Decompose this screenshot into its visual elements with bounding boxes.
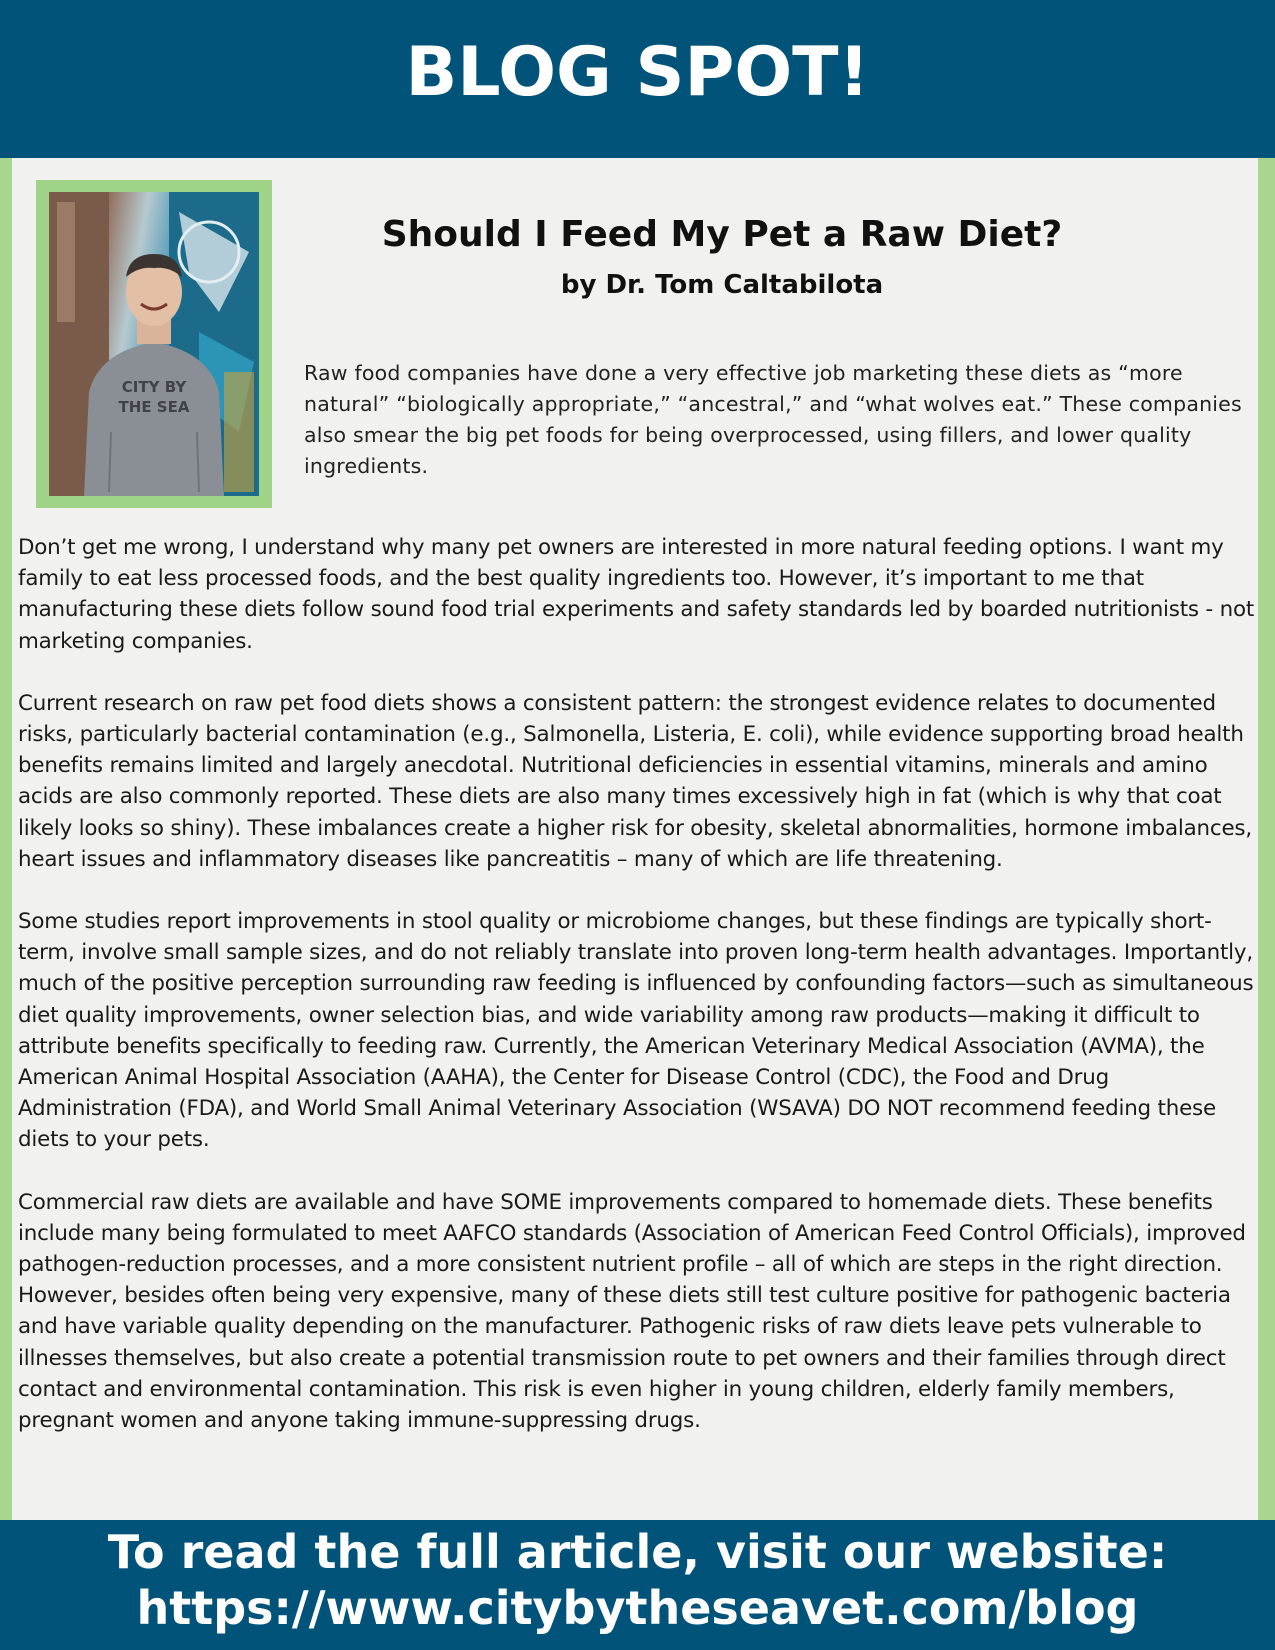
footer-cta-text: To read the full article, visit our website: — [107, 1525, 1168, 1579]
body-paragraph: Some studies report improvements in stool quality or microbiome changes, but these findings are typically short-term, involve small sample sizes, and do not reliably translate into proven long-term health advantages. Importantly, much of the positive perception surrounding raw feeding is influenced by confounding factors—such as simultaneous diet quality improvements, owner selection bias, and wide variability among raw products—making it difficult to attribute benefits specifically to feeding raw. Currently, the American Veterinary Medical Association (AVMA), the American Animal Hospital Association (AAHA), the Center for Disease Control (CDC), the Food and Drug Administration (FDA), and World Small Animal Veterinary Association (WSAVA) DO NOT recommend feeding these diets to your pets. — [18, 909, 1254, 1153]
article-body — [18, 532, 1258, 1467]
footer-website-url[interactable]: https://www.citybytheseavet.com/blog — [136, 1581, 1139, 1635]
article-byline: by Dr. Tom Caltabilota — [560, 270, 884, 300]
body-paragraph: Current research on raw pet food diets shows a consistent pattern: the strongest evidence relates to documented risks, particularly bacterial contamination (e.g., Salmonella, Listeria, E. coli), while evidence supporting broad health benefits remains limited and largely anecdotal. Nutritional deficiencies in essential vitamins, minerals and amino acids are also commonly reported. These diets are also many times excessively high in fat (which is why that coat likely looks so shiny). These imbalances create a higher risk for obesity, skeletal abnormalities, hormone imbalances, heart issues and inflammatory diseases like pancreatitis – many of which are life threatening. — [18, 690, 1252, 872]
body-paragraph: Don’t get me wrong, I understand why many pet owners are interested in more natural feeding options. I want my family to eat less processed foods, and the best quality ingredients too. However, it’s important to me that manufacturing these diets follow sound food trial experiments and safety standards led by boarded nutritionists - not marketing companies. — [18, 535, 1255, 654]
page-title: BLOG SPOT! — [405, 32, 870, 112]
author-photo-illustration — [49, 192, 259, 496]
article-panel — [12, 158, 1258, 1520]
svg-text:CITY BY: CITY BY — [121, 378, 187, 396]
intro-paragraph: Raw food companies have done a very effective job marketing these diets as “more natural” “biologically appropriate,” “ancestral,” and “what wolves eat.” These companies also smear the big pet foods for being overprocessed, using fillers, and lower quality ingredients. — [304, 361, 1242, 478]
svg-text:THE SEA: THE SEA — [118, 398, 190, 416]
footer-banner — [0, 1520, 1275, 1650]
article-title: Should I Feed My Pet a Raw Diet? — [381, 214, 1063, 255]
header-banner — [0, 0, 1275, 158]
body-paragraph: Commercial raw diets are available and have SOME improvements compared to homemade diets. These benefits include many being formulated to meet AAFCO standards (Association of American Feed Control Officials), improved pathogen-reduction processes, and a more consistent nutrient profile – all of which are steps in the right direction. However, besides often being very expensive, many of these diets still test culture positive for pathogenic bacteria and have variable quality depending on the manufacturer. Pathogenic risks of raw diets leave pets vulnerable to illnesses themselves, but also create a potential transmission route to pet owners and their families through direct contact and environmental contamination. This risk is even higher in young children, elderly family members, pregnant women and anyone taking immune-suppressing drugs. — [18, 1189, 1246, 1434]
author-photo — [49, 192, 259, 496]
author-photo-frame — [36, 180, 272, 508]
